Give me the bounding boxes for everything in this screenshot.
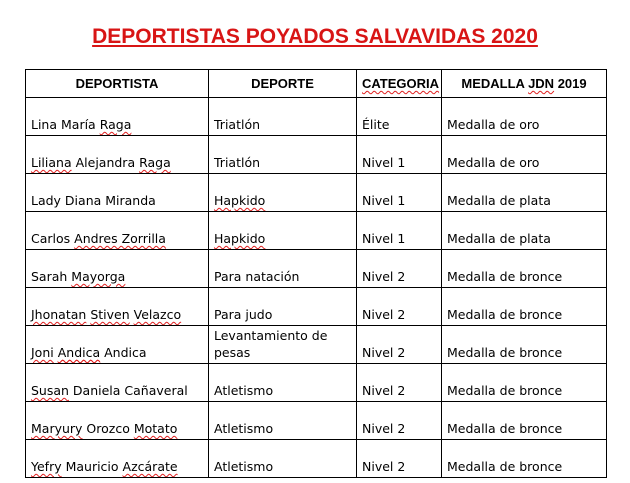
cell-deportista: Yefry Mauricio Azcárate bbox=[26, 440, 209, 478]
cell-deportista: Liliana Alejandra Raga bbox=[26, 136, 209, 174]
cell-categoria: Nivel 2 bbox=[357, 402, 442, 440]
cell-categoria: Nivel 1 bbox=[357, 174, 442, 212]
table-row bbox=[26, 174, 607, 212]
cell-deportista: Jhonatan Stiven Velazco bbox=[26, 288, 209, 326]
cell-deporte: Atletismo bbox=[209, 440, 357, 478]
table-row bbox=[26, 402, 607, 440]
cell-categoria: Nivel 2 bbox=[357, 250, 442, 288]
cell-deporte: Atletismo bbox=[209, 402, 357, 440]
table-header-row bbox=[26, 70, 607, 98]
header-deporte: DEPORTE bbox=[209, 70, 357, 98]
cell-deporte: Hapkido bbox=[209, 212, 357, 250]
cell-medalla: Medalla de bronce bbox=[442, 250, 607, 288]
header-medalla: MEDALLA JDN 2019 bbox=[442, 70, 607, 98]
cell-categoria: Nivel 1 bbox=[357, 136, 442, 174]
cell-medalla: Medalla de plata bbox=[442, 212, 607, 250]
cell-medalla: Medalla de bronce bbox=[442, 402, 607, 440]
table-body bbox=[26, 98, 607, 478]
cell-categoria: Nivel 2 bbox=[357, 364, 442, 402]
table-row bbox=[26, 98, 607, 136]
cell-deportista: Carlos Andres Zorrilla bbox=[26, 212, 209, 250]
cell-categoria: Nivel 2 bbox=[357, 288, 442, 326]
cell-deporte: Hapkido bbox=[209, 174, 357, 212]
document-title: DEPORTISTAS POYADOS SALVAVIDAS 2020 bbox=[92, 25, 538, 48]
cell-deporte: Atletismo bbox=[209, 364, 357, 402]
athletes-table bbox=[25, 69, 607, 478]
header-categoria-label: CATEGORIA bbox=[362, 76, 440, 91]
cell-categoria: Nivel 2 bbox=[357, 440, 442, 478]
cell-medalla: Medalla de bronce bbox=[442, 364, 607, 402]
table-row bbox=[26, 212, 607, 250]
table-row bbox=[26, 364, 607, 402]
cell-medalla: Medalla de bronce bbox=[442, 288, 607, 326]
cell-deporte: Para judo bbox=[209, 288, 357, 326]
cell-categoria: Élite bbox=[357, 98, 442, 136]
cell-deportista: Maryury Orozco Motato bbox=[26, 402, 209, 440]
cell-deportista: Lady Diana Miranda bbox=[26, 174, 209, 212]
cell-medalla: Medalla de oro bbox=[442, 136, 607, 174]
table-row bbox=[26, 440, 607, 478]
cell-deportista: Joni Andica Andica bbox=[26, 326, 209, 364]
cell-medalla: Medalla de bronce bbox=[442, 440, 607, 478]
table-row bbox=[26, 288, 607, 326]
cell-categoria: Nivel 1 bbox=[357, 212, 442, 250]
cell-deportista: Lina María Raga bbox=[26, 98, 209, 136]
cell-medalla: Medalla de oro bbox=[442, 98, 607, 136]
header-deportista: DEPORTISTA bbox=[26, 70, 209, 98]
cell-medalla: Medalla de bronce bbox=[442, 326, 607, 364]
cell-deportista: Sarah Mayorga bbox=[26, 250, 209, 288]
cell-deporte: Triatlón bbox=[209, 98, 357, 136]
cell-deporte: Triatlón bbox=[209, 136, 357, 174]
cell-deporte: Para natación bbox=[209, 250, 357, 288]
header-categoria bbox=[357, 70, 442, 98]
cell-deportista: Susan Daniela Cañaveral bbox=[26, 364, 209, 402]
table-row bbox=[26, 250, 607, 288]
cell-categoria: Nivel 2 bbox=[357, 326, 442, 364]
table-row bbox=[26, 136, 607, 174]
table-row bbox=[26, 326, 607, 364]
cell-medalla: Medalla de plata bbox=[442, 174, 607, 212]
cell-deporte: Levantamiento de pesas bbox=[209, 326, 357, 364]
